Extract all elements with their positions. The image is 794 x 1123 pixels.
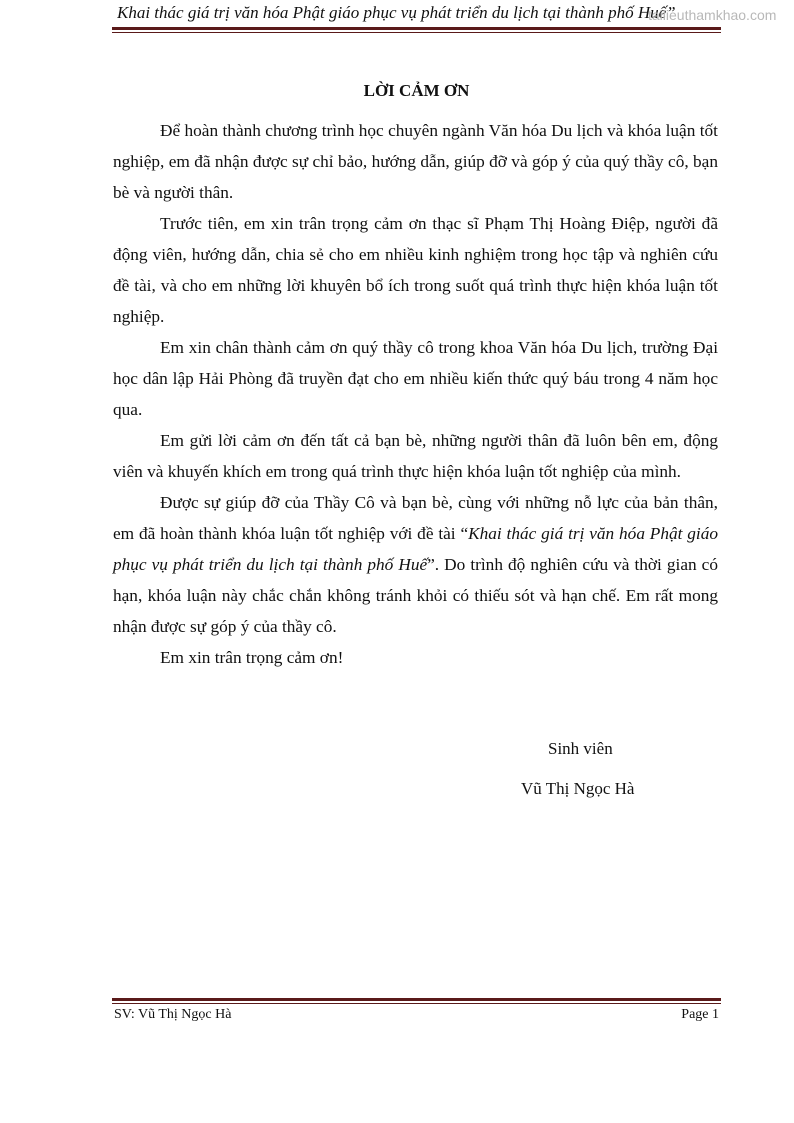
paragraph-2: Trước tiên, em xin trân trọng cảm ơn thạc sĩ Phạm Thị Hoàng Điệp, người đã động viên, hướng dẫn, chia sẻ cho em nhiều kinh nghiệm trong học tập và nghiên cứu đề tài, và cho em những lời khuyên bổ ích trong suốt quá trình thực hiện khóa luận tốt nghiệp. xyxy=(113,214,718,326)
paragraph-5 xyxy=(113,487,718,642)
watermark-text: tailieuthamkhao.com xyxy=(648,7,777,23)
footer-page-number: Page 1 xyxy=(681,1007,719,1022)
thesis-topic: Khai thác giá trị văn hóa Phật giáo phục vụ phát triển du lịch tại thành phố Huế xyxy=(113,524,718,574)
paragraph-5-before: Được sự giúp đỡ của Thầy Cô và bạn bè, cùng với những nỗ lực của bản thân, em đã hoàn thành khóa luận tốt nghiệp với đề tài “ xyxy=(113,493,718,543)
document-body xyxy=(113,115,718,673)
footer-rule-thin xyxy=(112,1003,721,1004)
header-rule-thin xyxy=(112,32,721,33)
closing-line: Em xin trân trọng cảm ơn! xyxy=(160,648,344,667)
header-rule-thick xyxy=(112,27,721,30)
page-title: LỜI CẢM ƠN xyxy=(363,81,470,100)
signature-role: Sinh viên xyxy=(548,739,613,758)
paragraph-5-after: ”. Do trình độ nghiên cứu và thời gian có hạn, khóa luận này chắc chắn không tránh khỏi có thiếu sót và hạn chế. Em rất mong nhận được sự góp ý của thầy cô. xyxy=(113,555,718,636)
signature-name: Vũ Thị Ngọc Hà xyxy=(521,779,635,798)
paragraph-1: Để hoàn thành chương trình học chuyên ngành Văn hóa Du lịch và khóa luận tốt nghiệp, em đã nhận được sự chỉ bảo, hướng dẫn, giúp đỡ và góp ý của quý thầy cô, bạn bè và người thân. xyxy=(113,121,718,202)
paragraph-3: Em xin chân thành cảm ơn quý thầy cô trong khoa Văn hóa Du lịch, trường Đại học dân lập Hải Phòng đã truyền đạt cho em nhiều kiến thức quý báu trong 4 năm học qua. xyxy=(113,338,718,419)
footer-student: SV: Vũ Thị Ngọc Hà xyxy=(114,1007,232,1022)
running-header-title: Khai thác giá trị văn hóa Phật giáo phục vụ phát triển du lịch tại thành phố Huế” xyxy=(117,3,676,22)
footer-rule-thick xyxy=(112,998,721,1001)
paragraph-4: Em gửi lời cảm ơn đến tất cả bạn bè, những người thân đã luôn bên em, động viên và khuyến khích em trong quá trình thực hiện khóa luận tốt nghiệp của mình. xyxy=(113,431,718,481)
